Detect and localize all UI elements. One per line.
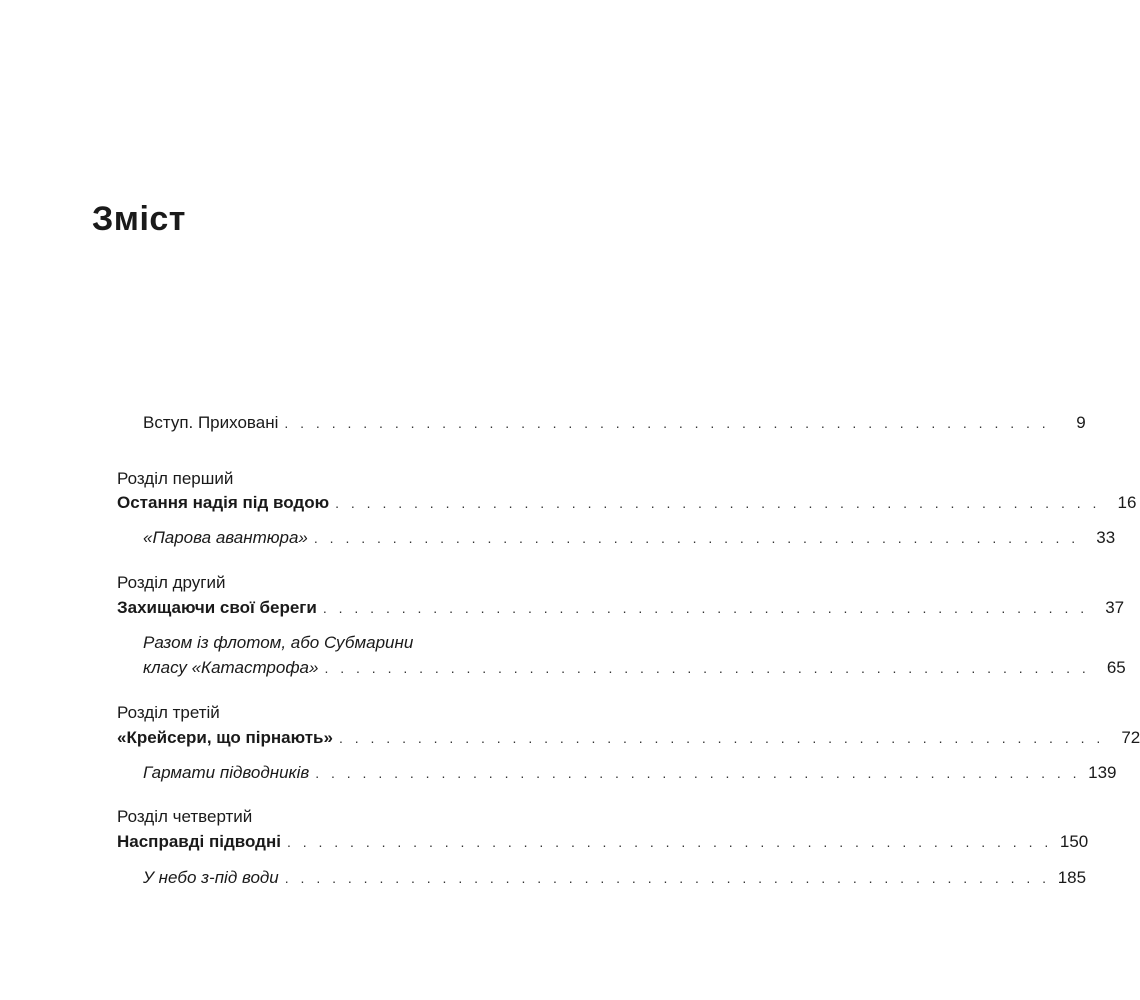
- page-title: Зміст: [92, 200, 186, 238]
- toc-entry-chapter-1-sub-1[interactable]: [143, 527, 1116, 549]
- toc-page-number: 33: [1096, 528, 1116, 547]
- toc-entry-chapter-3-sub-1[interactable]: [143, 762, 1117, 784]
- chapter-label-1: Розділ перший: [117, 469, 234, 488]
- toc-page-number: 65: [1106, 658, 1126, 677]
- toc-entry-chapter-4-sub-1[interactable]: [143, 867, 1087, 889]
- chapter-label-3: Розділ третій: [117, 703, 220, 722]
- dot-leader: . . . . . . . . . . . . . . . . . . . . . . . . . . . . . . . . . . . . . . . . . . . . . . . . .: [315, 765, 1081, 781]
- toc-entry-text: Гармати підводників: [143, 763, 310, 782]
- chapter-label-2: Розділ другий: [117, 573, 226, 592]
- toc-entry-text: класу «Катастрофа»: [143, 658, 319, 677]
- toc-entry-text: Вступ. Приховані: [143, 413, 279, 432]
- dot-leader: . . . . . . . . . . . . . . . . . . . . . . . . . . . . . . . . . . . . . . . . . . . . . . . . .: [313, 530, 1080, 546]
- dot-leader: . . . . . . . . . . . . . . . . . . . . . . . . . . . . . . . . . . . . . . . . . . . . . . . . .: [284, 415, 1050, 431]
- toc-entry-chapter-2[interactable]: [117, 597, 1125, 619]
- toc-entry-text: «Парова авантюра»: [143, 528, 308, 547]
- toc-entry-intro[interactable]: [143, 412, 1086, 434]
- toc-entry-chapter-2-sub-1[interactable]: [143, 657, 1126, 679]
- chapter-label-4: Розділ четвертий: [117, 807, 253, 826]
- dot-leader: . . . . . . . . . . . . . . . . . . . . . . . . . . . . . . . . . . . . . . . . . . . . . . . . .: [284, 870, 1051, 886]
- toc-entry-chapter-3[interactable]: [117, 727, 1140, 749]
- dot-leader: . . . . . . . . . . . . . . . . . . . . . . . . . . . . . . . . . . . . . . . . . . . . . . . . .: [338, 730, 1105, 746]
- toc-entry-chapter-1[interactable]: [117, 492, 1137, 514]
- toc-page-number: 185: [1057, 868, 1087, 887]
- toc-entry-text: «Крейсери, що пірнають»: [117, 728, 333, 747]
- dot-leader: . . . . . . . . . . . . . . . . . . . . . . . . . . . . . . . . . . . . . . . . . . . . . . . . .: [335, 495, 1101, 511]
- toc-entry-text: Захищаючи свої береги: [117, 598, 317, 617]
- toc-page-number: 139: [1088, 763, 1117, 782]
- dot-leader: . . . . . . . . . . . . . . . . . . . . . . . . . . . . . . . . . . . . . . . . . . . . . . . . .: [322, 600, 1089, 616]
- toc-entry-chapter-2-sub-1-line-1: Разом із флотом, або Субмарини: [143, 633, 414, 652]
- toc-page-number: 37: [1105, 598, 1125, 617]
- toc-page-number: 150: [1059, 832, 1089, 851]
- toc-entry-text: Насправді підводні: [117, 832, 281, 851]
- toc-page-number: 16: [1117, 493, 1137, 512]
- toc-entry-text: У небо з-під води: [143, 868, 279, 887]
- dot-leader: . . . . . . . . . . . . . . . . . . . . . . . . . . . . . . . . . . . . . . . . . . . . . . . . .: [324, 660, 1090, 676]
- toc-entry-text: Остання надія під водою: [117, 493, 330, 512]
- toc-page-number: 9: [1076, 413, 1086, 432]
- toc-entry-chapter-4[interactable]: [117, 831, 1089, 853]
- toc-page-number: 72: [1121, 728, 1140, 747]
- dot-leader: . . . . . . . . . . . . . . . . . . . . . . . . . . . . . . . . . . . . . . . . . . . . . . . . .: [286, 834, 1053, 850]
